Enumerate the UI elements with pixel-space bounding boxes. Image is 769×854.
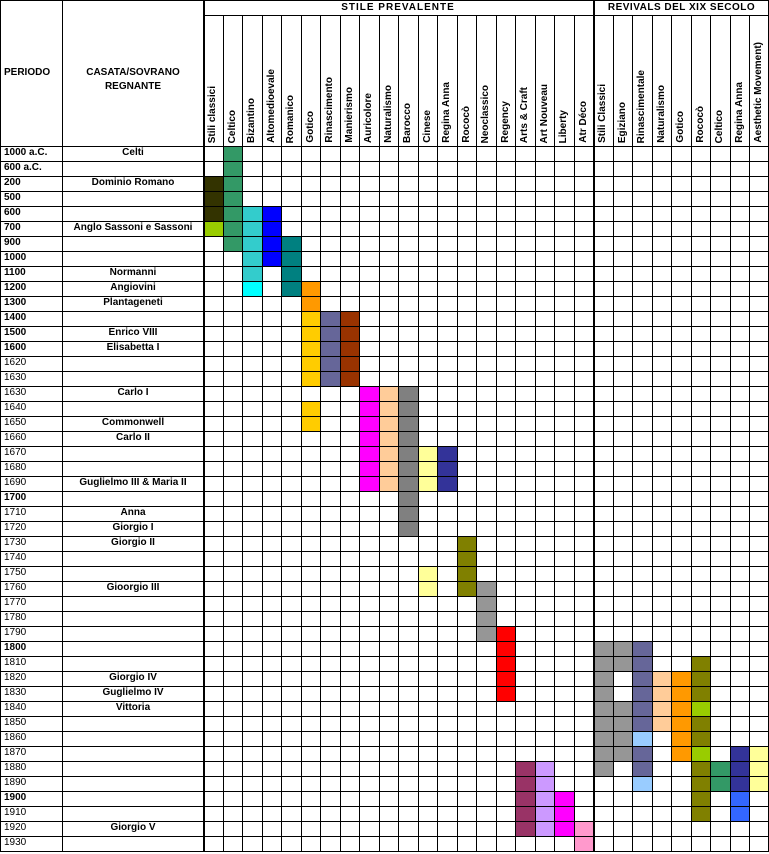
grid-vline [691,15,692,852]
fill-cell [203,176,223,221]
ruler-cell: Giorgio IV [109,672,157,683]
style-label: Regency [499,101,511,143]
period-cell: 1930 [4,837,27,848]
ruler-cell: Celti [122,147,144,158]
ruler-cell: Dominio Romano [91,177,175,188]
period-cell: 1600 [4,342,27,353]
grid-vline [379,15,380,852]
ruler-cell: Anna [120,507,146,518]
fill-cell [515,761,535,836]
grid-vline [476,15,477,852]
grid-hline [0,401,769,402]
period-cell: 1750 [4,567,27,578]
grid-hline [0,461,769,462]
grid-vline [359,15,360,852]
grid-vline [223,15,224,852]
period-cell: 1650 [4,417,27,428]
style-label: Rococò [460,106,472,143]
fill-cell [242,281,262,296]
grid-vline [437,15,438,852]
grid-vline [301,15,302,852]
fill-cell [632,731,652,746]
period-cell: 1910 [4,807,27,818]
grid-hline [0,791,769,792]
period-cell: 1500 [4,327,27,338]
grid-hline [0,851,769,852]
period-cell: 1710 [4,507,27,518]
style-label: Auricolore [363,92,374,143]
grid-vline [535,15,536,852]
grid-hline [0,446,769,447]
style-label: Art Nouveau [538,83,550,143]
grid-vline [496,15,497,852]
grid-vline [262,15,263,852]
period-cell: 1640 [4,402,27,413]
style-label: Rococò [694,106,706,143]
period-cell: 1790 [4,627,27,638]
period-cell: 600 [4,207,21,218]
ruler-cell: Guglielmo III & Maria II [79,477,187,488]
grid-hline [0,371,769,372]
grid-hline [0,191,769,192]
grid-hline [0,566,769,567]
period-cell: 200 [4,177,21,188]
period-cell: 1880 [4,762,27,773]
period-cell: 1840 [4,702,27,713]
grid-vline [632,15,633,852]
period-cell: 1630 [4,387,27,398]
period-cell: 1820 [4,672,27,683]
grid-hline [0,716,769,717]
ruler-cell: Guglielmo IV [102,687,164,698]
grid-vline [281,15,282,852]
period-cell: 1800 [4,642,27,653]
grid-vline [242,15,243,852]
period-cell: 1660 [4,432,27,443]
fill-cell [496,626,516,701]
fill-cell [437,446,457,491]
ruler-cell: Plantageneti [103,297,163,308]
style-label: Naturalismo [655,85,667,143]
style-label: Bizantino [246,98,257,143]
periodo-header: PERIODO [4,67,51,78]
period-cell: 1860 [4,732,27,743]
style-label: Gotico [675,111,686,143]
fill-cell [593,641,613,776]
fill-cell [554,791,574,836]
grid-hline [0,491,769,492]
period-cell: 1780 [4,612,27,623]
grid-vline [320,15,321,852]
fill-cell [632,776,652,791]
ruler-cell: Gioorgio III [106,582,160,593]
ruler-cell: Commonwell [101,417,165,428]
style-label: Neoclassico [480,84,491,143]
period-cell: 1870 [4,747,27,758]
grid-vline [749,15,750,852]
period-cell: 700 [4,222,21,233]
style-label: Naturalismo [382,85,394,143]
stile-prevalente-header: STILE PREVALENTE [341,2,455,13]
grid-hline [0,0,769,1]
grid-hline [0,611,769,612]
grid-hline [0,251,769,252]
style-label: Celtico [226,109,238,143]
period-cell: 1890 [4,777,27,788]
style-label: Manierismo [343,87,355,143]
period-cell: 1830 [4,687,27,698]
grid-vline [613,15,614,852]
period-cell: 1680 [4,462,27,473]
grid-hline [0,236,769,237]
period-cell: 1720 [4,522,27,533]
grid-hline [0,311,769,312]
fill-cell [691,746,711,761]
style-label: Egiziano [616,101,628,143]
style-label: Altomedioevale [265,69,277,143]
ruler-cell: Giorgio II [111,537,155,548]
fill-cell [301,311,321,386]
grid-vline [515,15,516,852]
period-cell: 1690 [4,477,27,488]
style-label: Rinascimentale [636,69,647,143]
grid-vline [593,0,595,852]
period-cell: 1920 [4,822,27,833]
style-label: Gotico [304,111,316,143]
period-cell: 500 [4,192,21,203]
period-cell: 1620 [4,357,27,368]
grid-hline [0,626,769,627]
fill-cell [691,701,711,716]
ruler-cell: Enrico VIII [108,327,158,338]
grid-vline [398,15,399,852]
ruler-cell: Anglo Sassoni e Sassoni [73,222,193,233]
grid-vline [710,15,711,852]
period-cell: 1300 [4,297,27,308]
grid-hline [0,656,769,657]
period-cell: 1670 [4,447,27,458]
period-cell: 1630 [4,372,27,383]
period-cell: 1730 [4,537,27,548]
style-label: Stili classici [207,85,218,143]
fill-cell [203,221,223,236]
period-cell: 1740 [4,552,27,563]
ruler-cell: Angiovini [110,282,156,293]
grid-hline [0,161,769,162]
period-cell: 1100 [4,267,26,278]
ruler-cell: Elisabetta I [106,342,160,353]
grid-hline [0,836,769,837]
grid-vline [554,15,555,852]
period-cell: 1700 [4,492,27,503]
grid-hline [203,15,769,16]
style-label: Barocco [402,102,413,143]
fill-cell [242,206,262,281]
style-label: Aesthetic Movement) [753,42,764,143]
style-label: Liberty [558,109,569,143]
fill-cell [535,761,555,836]
casata-header-line1: CASATA/SOVRANO [86,67,180,78]
period-cell: 1400 [4,312,27,323]
grid-vline [730,15,731,852]
period-cell: 1000 [4,252,27,263]
grid-vline [574,15,575,852]
grid-vline [652,15,653,852]
grid-hline [0,596,769,597]
grid-vline [671,15,672,852]
period-cell: 1000 a.C. [4,147,48,158]
grid-hline [0,356,769,357]
grid-hline [0,206,769,207]
ruler-cell: Giorgio V [110,822,156,833]
grid-hline [0,776,769,777]
grid-vline [0,0,1,852]
period-cell: 1760 [4,582,27,593]
period-cell: 1900 [4,792,27,803]
grid-vline [418,15,419,852]
fill-cell [691,656,711,701]
grid-hline [0,761,769,762]
style-label: Cinese [421,110,433,143]
style-label: Regina Anna [441,82,452,143]
period-cell: 1770 [4,597,27,608]
grid-hline [0,806,769,807]
period-cell: 1200 [4,282,27,293]
style-label: Romanico [285,94,296,143]
grid-vline [340,15,341,852]
style-label: Stili Classici [597,84,608,143]
fill-cell [418,446,438,491]
grid-hline [0,731,769,732]
ruler-cell: Vittoria [115,702,151,713]
style-label: Regina Anna [733,82,745,143]
period-cell: 900 [4,237,21,248]
style-label: Arts & Craft [519,86,530,143]
ruler-cell: Carlo II [116,432,150,443]
style-label: Celtico [714,109,725,143]
period-cell: 1810 [4,657,27,668]
ruler-cell: Normanni [109,267,157,278]
grid-hline [0,746,769,747]
grid-hline [0,551,769,552]
grid-vline [203,0,205,852]
grid-vline [457,15,458,852]
fill-cell [340,311,360,386]
style-label: Atr Déco [577,101,589,143]
fill-cell [749,746,769,791]
period-cell: 1850 [4,717,27,728]
ruler-cell: Giorgio I [112,522,154,533]
revivals-header: REVIVALS DEL XIX SECOLO [607,2,756,13]
casata-header-line2: REGNANTE [104,81,162,92]
period-cell: 600 a.C. [4,162,42,173]
fill-cell [320,311,340,386]
style-label: Rinascimento [324,77,335,143]
grid-hline [0,641,769,642]
fill-cell [730,746,750,791]
ruler-cell: Carlo I [117,387,149,398]
